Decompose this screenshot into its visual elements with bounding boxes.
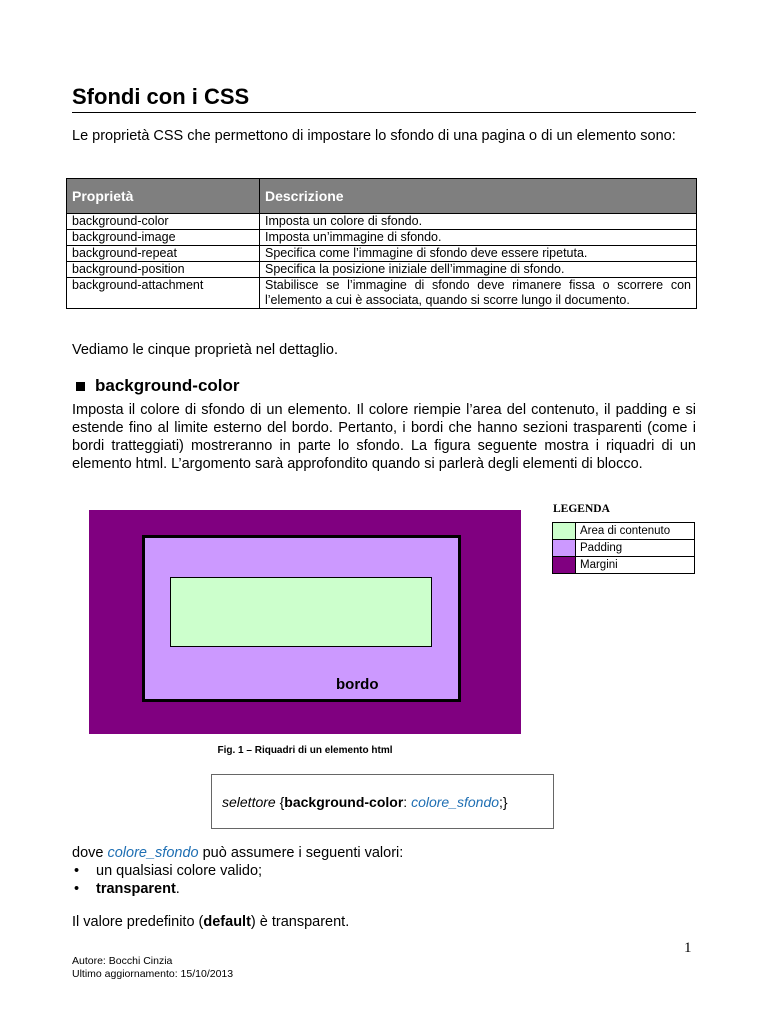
legend-swatch-padding [553, 540, 576, 557]
syntax-property: background-color [284, 794, 404, 810]
syntax-open-brace: { [279, 794, 285, 810]
legend-title: LEGENDA [553, 503, 610, 515]
legend-row [553, 557, 695, 574]
values-intro-term: colore_sfondo [107, 845, 199, 861]
properties-table [66, 178, 697, 309]
list-item-text: un qualsiasi colore valido; [96, 863, 263, 879]
values-intro-prefix: dove [72, 845, 104, 861]
default-suffix: ) è transparent. [250, 914, 350, 930]
table-row [67, 278, 697, 309]
figure-content-area [170, 577, 432, 647]
list-item [72, 862, 262, 880]
table-cell-description: Imposta un colore di sfondo. [260, 214, 697, 230]
intro-paragraph: Le proprietà CSS che permettono di impostare lo sfondo di una pagina o di un elemento sono: [72, 128, 676, 144]
section-paragraph: Imposta il colore di sfondo di un elemento. Il colore riempie l’area del contenuto, il padding e si estende fino al limite esterno del bordo. Pertanto, i bordi che hanno sezioni trasparenti (come i bordi tratteggiati) mostreranno in parte lo sfondo. La figura seguente mostra i riquadri di un elemento html. L’argomento sarà approfondito quando si parlerà degli elementi di blocco. [72, 402, 696, 472]
list-item-punct: . [175, 881, 180, 897]
table-cell-description: Specifica la posizione iniziale dell’immagine di sfondo. [260, 262, 697, 278]
default-paragraph [72, 913, 349, 931]
legend-table [552, 522, 695, 574]
table-header-property: Proprietà [67, 179, 260, 214]
syntax-colon: : [403, 794, 408, 810]
table-header-row [67, 179, 697, 214]
table-cell-property: background-repeat [67, 246, 260, 262]
legend-label: Area di contenuto [576, 523, 695, 540]
table-cell-property: background-color [67, 214, 260, 230]
list-item [72, 880, 262, 898]
footer [72, 955, 233, 981]
legend-label: Padding [576, 540, 695, 557]
table-row [67, 262, 697, 278]
syntax-line [222, 794, 508, 810]
syntax-selector: selettore [222, 794, 276, 810]
table-row [67, 246, 697, 262]
list-item-text: transparent [96, 881, 176, 897]
table-cell-property: background-attachment [67, 278, 260, 309]
syntax-box [211, 774, 554, 829]
legend-swatch-content [553, 523, 576, 540]
footer-updated: Ultimo aggiornamento: 15/10/2013 [72, 968, 234, 980]
table-row [67, 230, 697, 246]
values-intro-suffix: può assumere i seguenti valori: [202, 845, 404, 861]
page-number: 1 [684, 940, 692, 956]
table-cell-description: Specifica come l’immagine di sfondo deve essere ripetuta. [260, 246, 697, 262]
legend-label: Margini [576, 557, 695, 574]
figure-border-label: bordo [336, 676, 379, 693]
legend-row [553, 540, 695, 557]
section-heading-text: background-color [95, 376, 240, 395]
table-cell-property: background-position [67, 262, 260, 278]
syntax-close: ;} [499, 794, 508, 810]
detail-intro: Vediamo le cinque proprietà nel dettaglio. [72, 342, 339, 358]
figure-caption: Fig. 1 – Riquadri di un elemento html [217, 745, 393, 756]
section-heading [74, 376, 240, 396]
legend-row [553, 523, 695, 540]
table-cell-property: background-image [67, 230, 260, 246]
legend-swatch-margin [553, 557, 576, 574]
table-header-description: Descrizione [260, 179, 697, 214]
table-cell-description: Imposta un’immagine di sfondo. [260, 230, 697, 246]
table-row [67, 214, 697, 230]
syntax-value: colore_sfondo [411, 794, 500, 810]
footer-author: Autore: Bocchi Cinzia [72, 955, 173, 967]
values-list [72, 862, 262, 898]
square-bullet-icon [76, 382, 85, 391]
values-intro [72, 844, 403, 862]
default-prefix: Il valore predefinito ( [72, 914, 204, 930]
default-keyword: default [203, 914, 251, 930]
page-title: Sfondi con i CSS [72, 84, 250, 109]
table-cell-description: Stabilisce se l’immagine di sfondo deve rimanere fissa o scorrere con l’elemento a cui è associata, quando si scorre lungo il documento. [260, 278, 697, 309]
title-divider [72, 112, 696, 113]
